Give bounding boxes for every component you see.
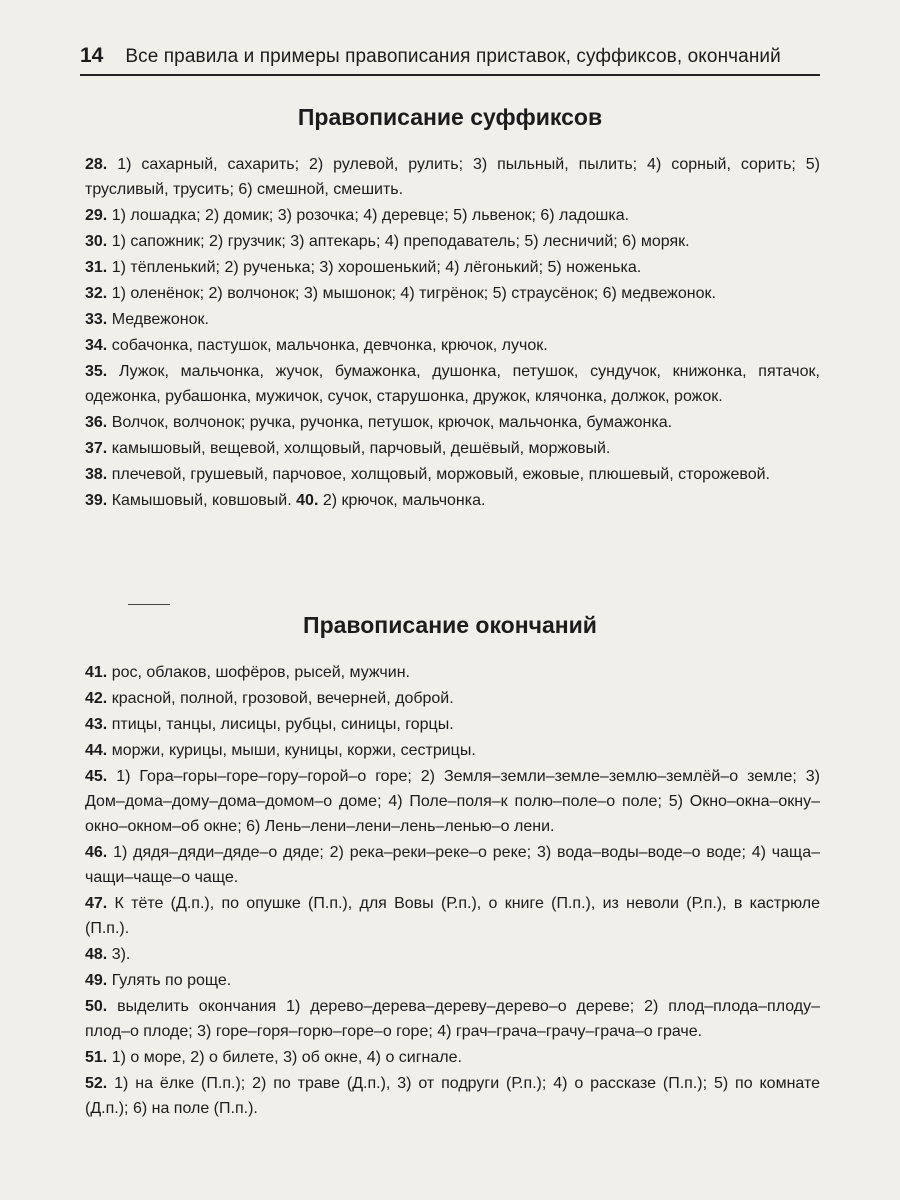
entry	[85, 686, 820, 711]
entry	[85, 891, 820, 941]
entry	[85, 712, 820, 737]
entry	[85, 1071, 820, 1121]
entry-text: 1) тёпленький; 2) рученька; 3) хорошенький; 4) лёгонький; 5) ноженька.	[111, 259, 642, 276]
entry-number: 47.	[85, 895, 108, 912]
entry-text: собачонка, пастушок, мальчонка, девчонка, крючок, лучок.	[111, 337, 548, 354]
entry	[85, 942, 820, 967]
entry-number: 40.	[296, 492, 319, 509]
entry	[85, 203, 820, 228]
entry-number: 33.	[85, 311, 108, 328]
entry-number: 31.	[85, 259, 108, 276]
entry	[85, 738, 820, 763]
entry-number: 48.	[85, 946, 108, 963]
entry	[85, 333, 820, 358]
entry-number: 39.	[85, 492, 108, 509]
entry-number: 35.	[85, 363, 108, 380]
entry-text: птицы, танцы, лисицы, рубцы, синицы, горцы.	[111, 716, 454, 733]
entry	[85, 488, 820, 513]
entry	[85, 968, 820, 993]
entry-text: 1) лошадка; 2) домик; 3) розочка; 4) деревце; 5) львенок; 6) ладошка.	[111, 207, 630, 224]
entry-number: 49.	[85, 972, 108, 989]
entry-text: Камышовый, ковшовый.	[111, 492, 292, 509]
entry	[85, 281, 820, 306]
entry-text: выделить окончания 1) дерево–дерева–дереву–дерево–о дереве; 2) плод–плода–плоду–плод–о плоде; 3) горе–горя–горю–горе–о горе; 4) грач–грача–грачу–грача–о граче.	[85, 998, 820, 1040]
entry-text: красной, полной, грозовой, вечерней, доброй.	[111, 690, 454, 707]
entry-text: 1) Гора–горы–горе–гору–горой–о горе; 2) Земля–земли–земле–землю–землёй–о земле; 3) Дом–дома–дому–дома–домом–о доме; 4) Поле–поля–к полю–поле–о поле; 5) Окно–окна–окну–окно–окном–об окне; 6) Лень–лени–лени–лень–ленью–о лени.	[85, 768, 820, 835]
entry-number: 28.	[85, 156, 108, 173]
entry-text: 1) оленёнок; 2) волчонок; 3) мышонок; 4) тигрёнок; 5) страусёнок; 6) медвежонок.	[111, 285, 716, 302]
entry-text: моржи, курицы, мыши, куницы, коржи, сестрицы.	[111, 742, 476, 759]
entry-number: 45.	[85, 768, 108, 785]
page-number: 14	[80, 44, 104, 67]
entry-number: 41.	[85, 664, 108, 681]
section-title-suffixes: Правописание суффиксов	[297, 104, 603, 130]
entry-text: 1) сапожник; 2) грузчик; 3) аптекарь; 4) преподаватель; 5) лесничий; 6) моряк.	[111, 233, 690, 250]
entry-text: Гулять по роще.	[111, 972, 232, 989]
entry-text: Волчок, волчонок; ручка, ручонка, петушок, крючок, мальчонка, бумажонка.	[111, 414, 673, 431]
entry	[85, 994, 820, 1044]
entry-number: 50.	[85, 998, 108, 1015]
entry-text: камышовый, вещевой, холщовый, парчовый, дешёвый, моржовый.	[111, 440, 611, 457]
entry-text: К тёте (Д.п.), по опушке (П.п.), для Вовы (Р.п.), о книге (П.п.), из неволи (Р.п.), в кастрюле (П.п.).	[85, 895, 820, 937]
entry-number: 34.	[85, 337, 108, 354]
entry	[85, 255, 820, 280]
entry	[85, 436, 820, 461]
entry-number: 44.	[85, 742, 108, 759]
entry-text: плечевой, грушевый, парчовое, холщовый, моржовый, ежовые, плюшевый, сторожевой.	[111, 466, 770, 483]
entry-number: 37.	[85, 440, 108, 457]
entry	[85, 1045, 820, 1070]
entry-text: 1) дядя–дяди–дяде–о дяде; 2) река–реки–реке–о реке; 3) вода–воды–воде–о воде; 4) чаща–чащи–чаще–о чаще.	[85, 844, 820, 886]
entry-number: 42.	[85, 690, 108, 707]
entry	[85, 229, 820, 254]
entry	[85, 152, 820, 202]
entry	[85, 307, 820, 332]
entry-text: рос, облаков, шофёров, рысей, мужчин.	[111, 664, 410, 681]
entry-text: Лужок, мальчонка, жучок, бумажонка, душонка, петушок, сундучок, книжонка, пятачок, одежонка, рубашонка, мужичок, сучок, старушонка, дружок, клячонка, должок, рожок.	[85, 363, 820, 405]
section-suffixes	[85, 152, 820, 514]
entry-number: 30.	[85, 233, 108, 250]
entry	[85, 410, 820, 435]
running-title: Все правила и примеры правописания приставок, суффиксов, окончаний	[125, 46, 781, 67]
entry-text: 1) на ёлке (П.п.); 2) по траве (Д.п.), 3) от подруги (Р.п.); 4) о рассказе (П.п.); 5) по комнате (Д.п.); 6) на поле (П.п.).	[85, 1075, 821, 1117]
entry	[85, 660, 820, 685]
section-title-endings: Правописание окончаний	[303, 612, 597, 638]
section-endings	[85, 660, 820, 1122]
entry-number: 38.	[85, 466, 108, 483]
entry-number: 32.	[85, 285, 108, 302]
entry-number: 46.	[85, 844, 108, 861]
entry-text: Медвежонок.	[111, 311, 209, 328]
entry-number: 36.	[85, 414, 108, 431]
entry	[85, 840, 820, 890]
entry-number: 43.	[85, 716, 108, 733]
entry-text: 1) о море, 2) о билете, 3) об окне, 4) о сигнале.	[111, 1049, 462, 1066]
entry-number: 51.	[85, 1049, 108, 1066]
entry	[85, 764, 820, 839]
divider	[128, 604, 170, 605]
entry	[85, 462, 820, 487]
entry-text: 3).	[111, 946, 131, 963]
entry-number: 52.	[85, 1075, 108, 1092]
entry-number: 29.	[85, 207, 108, 224]
entry	[85, 359, 820, 409]
entry-text: 1) сахарный, сахарить; 2) рулевой, рулить; 3) пыльный, пылить; 4) сорный, сорить; 5) трусливый, трусить; 6) смешной, смешить.	[85, 156, 821, 198]
running-header	[80, 44, 820, 76]
entry-text: 2) крючок, мальчонка.	[322, 492, 486, 509]
